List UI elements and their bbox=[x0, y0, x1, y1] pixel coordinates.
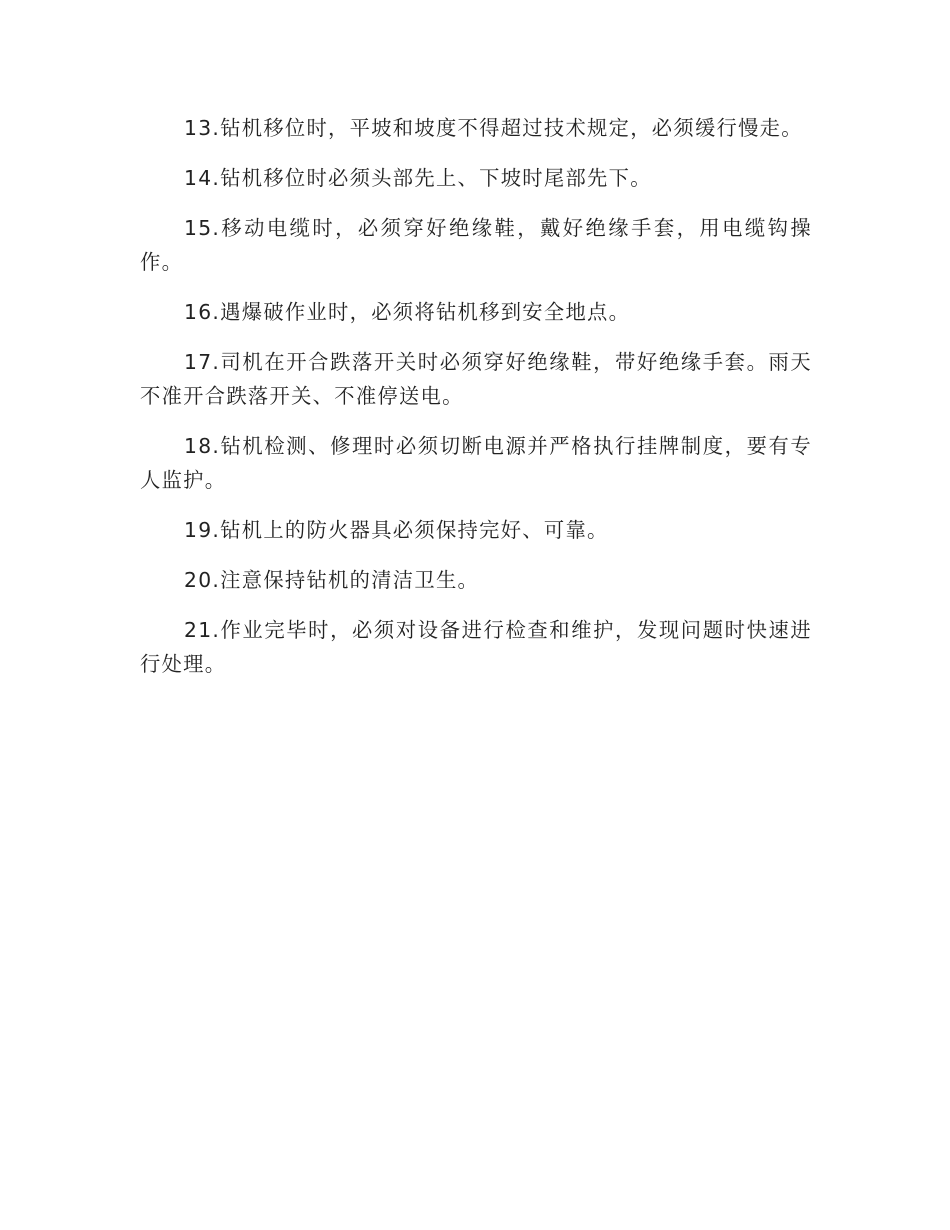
rule-item-13: 13.钻机移位时，平坡和坡度不得超过技术规定，必须缓行慢走。 bbox=[184, 116, 803, 140]
rule-item-17: 17.司机在开合跌落开关时必须穿好绝缘鞋，带好绝缘手套。雨天不准开合跌落开关、不准停送电。 bbox=[140, 350, 812, 408]
rule-item-18: 18.钻机检测、修理时必须切断电源并严格执行挂牌制度，要有专人监护。 bbox=[140, 434, 812, 492]
document-page bbox=[140, 111, 812, 697]
rule-item-21: 21.作业完毕时，必须对设备进行检查和维护，发现问题时快速进行处理。 bbox=[140, 618, 812, 676]
rule-item-19: 19.钻机上的防火器具必须保持完好、可靠。 bbox=[184, 518, 609, 542]
rule-item-16: 16.遇爆破作业时，必须将钻机移到安全地点。 bbox=[184, 300, 631, 324]
rule-item-14: 14.钻机移位时必须头部先上、下坡时尾部先下。 bbox=[184, 166, 652, 190]
rule-item-15: 15.移动电缆时，必须穿好绝缘鞋，戴好绝缘手套，用电缆钩操作。 bbox=[140, 216, 812, 274]
rule-item-20: 20.注意保持钻机的清洁卫生。 bbox=[184, 568, 480, 592]
